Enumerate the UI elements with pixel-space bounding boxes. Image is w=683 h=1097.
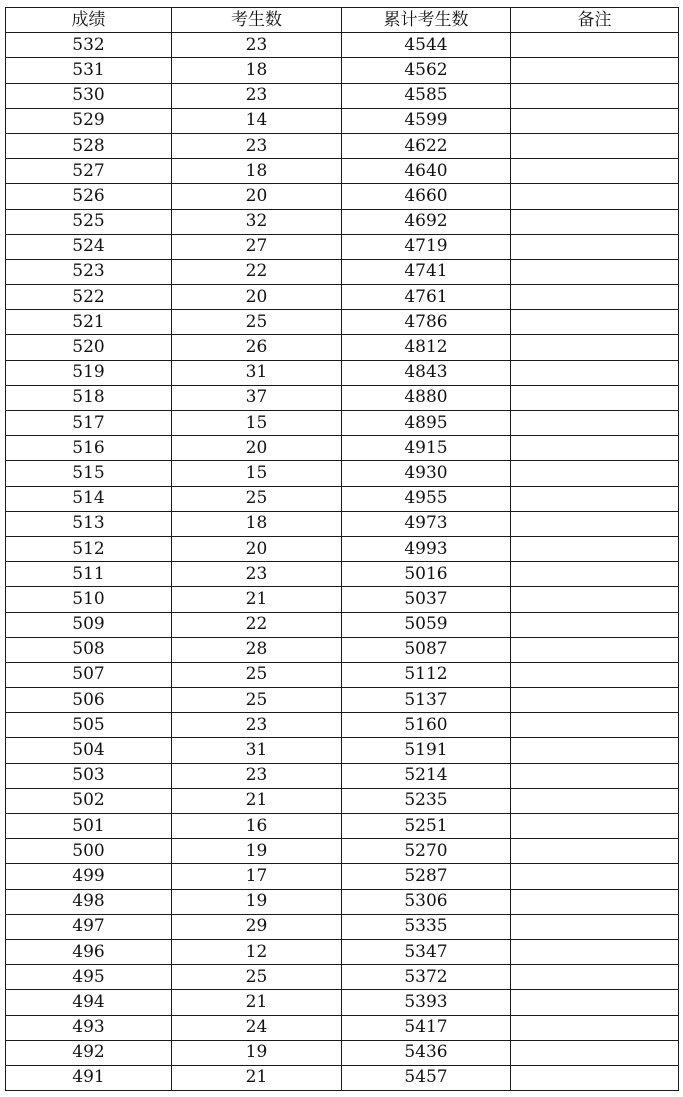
score-cell: 492 <box>6 1040 172 1065</box>
table-row <box>6 536 679 561</box>
score-cell: 530 <box>6 83 172 108</box>
note-cell <box>511 788 679 813</box>
table-row <box>6 814 679 839</box>
count-cell: 37 <box>172 385 342 410</box>
note-cell <box>511 965 679 990</box>
count-cell: 23 <box>172 562 342 587</box>
count-cell: 23 <box>172 763 342 788</box>
cumulative-cell: 4973 <box>342 511 511 536</box>
cumulative-cell: 5287 <box>342 864 511 889</box>
note-cell <box>511 1040 679 1065</box>
note-cell <box>511 864 679 889</box>
table-row <box>6 209 679 234</box>
count-cell: 23 <box>172 33 342 58</box>
count-cell: 20 <box>172 536 342 561</box>
cumulative-cell: 5087 <box>342 637 511 662</box>
note-cell <box>511 662 679 687</box>
table-row <box>6 562 679 587</box>
table-row <box>6 889 679 914</box>
score-cell: 529 <box>6 108 172 133</box>
table-row <box>6 965 679 990</box>
score-cell: 510 <box>6 587 172 612</box>
count-cell: 15 <box>172 411 342 436</box>
count-cell: 12 <box>172 939 342 964</box>
cumulative-cell: 5372 <box>342 965 511 990</box>
score-cell: 501 <box>6 814 172 839</box>
note-cell <box>511 763 679 788</box>
note-cell <box>511 889 679 914</box>
score-cell: 493 <box>6 1015 172 1040</box>
note-cell <box>511 637 679 662</box>
table-row <box>6 637 679 662</box>
table-row <box>6 612 679 637</box>
note-cell <box>511 1065 679 1090</box>
count-cell: 14 <box>172 108 342 133</box>
table-row <box>6 688 679 713</box>
score-cell: 527 <box>6 159 172 184</box>
note-cell <box>511 536 679 561</box>
note-cell <box>511 385 679 410</box>
note-cell <box>511 436 679 461</box>
cumulative-cell: 4930 <box>342 461 511 486</box>
score-cell: 505 <box>6 713 172 738</box>
score-cell: 528 <box>6 133 172 158</box>
table-row <box>6 939 679 964</box>
score-cell: 491 <box>6 1065 172 1090</box>
cumulative-cell: 4812 <box>342 335 511 360</box>
cumulative-cell: 5059 <box>342 612 511 637</box>
score-cell: 499 <box>6 864 172 889</box>
note-cell <box>511 814 679 839</box>
score-cell: 521 <box>6 310 172 335</box>
score-cell: 519 <box>6 360 172 385</box>
score-cell: 513 <box>6 511 172 536</box>
cumulative-cell: 5417 <box>342 1015 511 1040</box>
count-cell: 18 <box>172 511 342 536</box>
cumulative-cell: 4544 <box>342 33 511 58</box>
count-cell: 28 <box>172 637 342 662</box>
score-cell: 524 <box>6 234 172 259</box>
cumulative-cell: 4843 <box>342 360 511 385</box>
table-row <box>6 335 679 360</box>
count-cell: 19 <box>172 889 342 914</box>
cumulative-cell: 5016 <box>342 562 511 587</box>
cumulative-cell: 4622 <box>342 133 511 158</box>
count-cell: 19 <box>172 1040 342 1065</box>
score-cell: 520 <box>6 335 172 360</box>
count-cell: 31 <box>172 360 342 385</box>
score-cell: 515 <box>6 461 172 486</box>
table-row <box>6 839 679 864</box>
table-row <box>6 788 679 813</box>
header-row <box>6 8 679 33</box>
count-cell: 16 <box>172 814 342 839</box>
cumulative-cell: 4761 <box>342 285 511 310</box>
count-cell: 25 <box>172 662 342 687</box>
table-row <box>6 108 679 133</box>
count-cell: 25 <box>172 310 342 335</box>
note-cell <box>511 587 679 612</box>
cumulative-cell: 5235 <box>342 788 511 813</box>
note-cell <box>511 914 679 939</box>
header-cumulative: 累计考生数 <box>342 8 511 33</box>
score-cell: 511 <box>6 562 172 587</box>
table-row <box>6 1040 679 1065</box>
cumulative-cell: 4880 <box>342 385 511 410</box>
note-cell <box>511 234 679 259</box>
table-row <box>6 461 679 486</box>
table-row <box>6 436 679 461</box>
table-row <box>6 1015 679 1040</box>
count-cell: 21 <box>172 990 342 1015</box>
score-cell: 507 <box>6 662 172 687</box>
note-cell <box>511 159 679 184</box>
note-cell <box>511 738 679 763</box>
note-cell <box>511 58 679 83</box>
table-row <box>6 511 679 536</box>
cumulative-cell: 5137 <box>342 688 511 713</box>
note-cell <box>511 310 679 335</box>
count-cell: 23 <box>172 83 342 108</box>
count-cell: 20 <box>172 436 342 461</box>
cumulative-cell: 4895 <box>342 411 511 436</box>
score-cell: 512 <box>6 536 172 561</box>
note-cell <box>511 1015 679 1040</box>
count-cell: 17 <box>172 864 342 889</box>
cumulative-cell: 5393 <box>342 990 511 1015</box>
cumulative-cell: 5436 <box>342 1040 511 1065</box>
score-cell: 514 <box>6 486 172 511</box>
count-cell: 18 <box>172 159 342 184</box>
count-cell: 21 <box>172 1065 342 1090</box>
note-cell <box>511 133 679 158</box>
cumulative-cell: 5457 <box>342 1065 511 1090</box>
cumulative-cell: 4786 <box>342 310 511 335</box>
note-cell <box>511 108 679 133</box>
table-row <box>6 184 679 209</box>
score-cell: 522 <box>6 285 172 310</box>
count-cell: 20 <box>172 285 342 310</box>
table-row <box>6 990 679 1015</box>
note-cell <box>511 713 679 738</box>
score-cell: 504 <box>6 738 172 763</box>
count-cell: 23 <box>172 133 342 158</box>
cumulative-cell: 5306 <box>342 889 511 914</box>
count-cell: 25 <box>172 486 342 511</box>
cumulative-cell: 4741 <box>342 259 511 284</box>
cumulative-cell: 5112 <box>342 662 511 687</box>
score-cell: 526 <box>6 184 172 209</box>
cumulative-cell: 4719 <box>342 234 511 259</box>
score-cell: 525 <box>6 209 172 234</box>
score-distribution-table <box>5 7 679 1091</box>
count-cell: 25 <box>172 965 342 990</box>
table-row <box>6 385 679 410</box>
score-cell: 508 <box>6 637 172 662</box>
score-cell: 500 <box>6 839 172 864</box>
table-row <box>6 58 679 83</box>
count-cell: 20 <box>172 184 342 209</box>
cumulative-cell: 4993 <box>342 536 511 561</box>
cumulative-cell: 4955 <box>342 486 511 511</box>
note-cell <box>511 259 679 284</box>
cumulative-cell: 4585 <box>342 83 511 108</box>
note-cell <box>511 461 679 486</box>
cumulative-cell: 5270 <box>342 839 511 864</box>
count-cell: 22 <box>172 259 342 284</box>
count-cell: 23 <box>172 713 342 738</box>
note-cell <box>511 335 679 360</box>
score-cell: 498 <box>6 889 172 914</box>
table-row <box>6 360 679 385</box>
table-row <box>6 234 679 259</box>
table-header <box>6 8 679 33</box>
count-cell: 31 <box>172 738 342 763</box>
table-row <box>6 133 679 158</box>
note-cell <box>511 184 679 209</box>
count-cell: 29 <box>172 914 342 939</box>
table-row <box>6 1065 679 1090</box>
note-cell <box>511 33 679 58</box>
table-row <box>6 83 679 108</box>
count-cell: 26 <box>172 335 342 360</box>
cumulative-cell: 5037 <box>342 587 511 612</box>
cumulative-cell: 4640 <box>342 159 511 184</box>
cumulative-cell: 5214 <box>342 763 511 788</box>
note-cell <box>511 688 679 713</box>
note-cell <box>511 990 679 1015</box>
score-cell: 518 <box>6 385 172 410</box>
note-cell <box>511 511 679 536</box>
score-cell: 495 <box>6 965 172 990</box>
count-cell: 22 <box>172 612 342 637</box>
table-row <box>6 486 679 511</box>
note-cell <box>511 209 679 234</box>
score-cell: 496 <box>6 939 172 964</box>
score-cell: 531 <box>6 58 172 83</box>
table-row <box>6 285 679 310</box>
cumulative-cell: 4692 <box>342 209 511 234</box>
note-cell <box>511 562 679 587</box>
table-row <box>6 713 679 738</box>
table-row <box>6 914 679 939</box>
header-score: 成绩 <box>6 8 172 33</box>
table-row <box>6 411 679 436</box>
cumulative-cell: 5335 <box>342 914 511 939</box>
header-note: 备注 <box>511 8 679 33</box>
count-cell: 24 <box>172 1015 342 1040</box>
score-cell: 502 <box>6 788 172 813</box>
cumulative-cell: 4660 <box>342 184 511 209</box>
score-cell: 516 <box>6 436 172 461</box>
count-cell: 15 <box>172 461 342 486</box>
count-cell: 32 <box>172 209 342 234</box>
note-cell <box>511 285 679 310</box>
score-cell: 506 <box>6 688 172 713</box>
cumulative-cell: 4562 <box>342 58 511 83</box>
score-cell: 509 <box>6 612 172 637</box>
count-cell: 18 <box>172 58 342 83</box>
score-cell: 503 <box>6 763 172 788</box>
score-cell: 532 <box>6 33 172 58</box>
cumulative-cell: 4599 <box>342 108 511 133</box>
note-cell <box>511 939 679 964</box>
header-count: 考生数 <box>172 8 342 33</box>
score-cell: 497 <box>6 914 172 939</box>
table-body <box>6 33 679 1091</box>
table-row <box>6 662 679 687</box>
table-row <box>6 33 679 58</box>
note-cell <box>511 612 679 637</box>
table-row <box>6 738 679 763</box>
cumulative-cell: 5251 <box>342 814 511 839</box>
cumulative-cell: 5160 <box>342 713 511 738</box>
note-cell <box>511 839 679 864</box>
table-row <box>6 310 679 335</box>
score-cell: 517 <box>6 411 172 436</box>
note-cell <box>511 486 679 511</box>
cumulative-cell: 4915 <box>342 436 511 461</box>
table-row <box>6 763 679 788</box>
table-row <box>6 259 679 284</box>
count-cell: 21 <box>172 587 342 612</box>
score-cell: 523 <box>6 259 172 284</box>
table-row <box>6 159 679 184</box>
note-cell <box>511 411 679 436</box>
count-cell: 19 <box>172 839 342 864</box>
score-cell: 494 <box>6 990 172 1015</box>
cumulative-cell: 5191 <box>342 738 511 763</box>
table-row <box>6 587 679 612</box>
table-row <box>6 864 679 889</box>
count-cell: 25 <box>172 688 342 713</box>
count-cell: 27 <box>172 234 342 259</box>
cumulative-cell: 5347 <box>342 939 511 964</box>
count-cell: 21 <box>172 788 342 813</box>
note-cell <box>511 360 679 385</box>
note-cell <box>511 83 679 108</box>
